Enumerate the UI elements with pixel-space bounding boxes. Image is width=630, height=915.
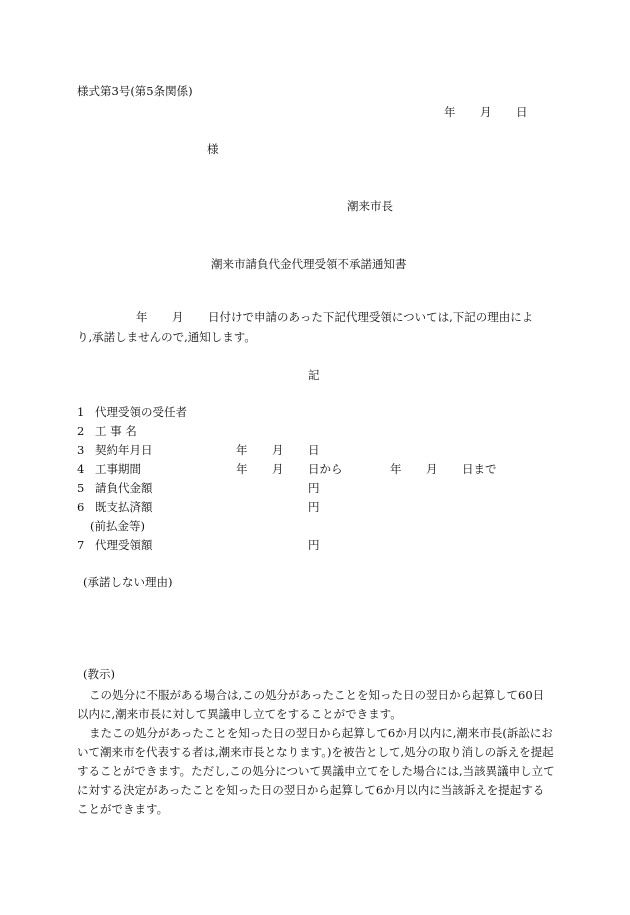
item-2-label: 工 事 名 <box>95 424 137 438</box>
item-7-label: 代理受領額 <box>95 538 153 552</box>
item-6-unit: 円 <box>308 500 320 514</box>
item-2-num: 2 <box>77 424 85 438</box>
notice-heading: (教示) <box>83 667 115 681</box>
item-4-month: 月 <box>272 462 284 476</box>
intro-text-line1: 日付けで申請のあった下記代理受領については,下記の理由によ <box>208 310 534 324</box>
item-1-num: 1 <box>77 405 85 419</box>
notice-paragraph-2: またこの処分があったことを知った日の翌日から起算して6か月以内に,潮来市長(訴訟において潮来市を代表する者は,潮来市長となります。)を被告として,処分の取り消しの訴えを提起することができます。ただし,この処分について異議申立てをした場合には,当該異議申し立てに対する決定があったことを知った日の翌日から起算して6か月以内に当該訴えを提起することができます。 <box>77 726 555 816</box>
document-title: 潮来市請負代金代理受領不承諾通知書 <box>211 257 407 271</box>
item-4-month2: 月 <box>426 462 438 476</box>
form-number: 様式第3号(第5条関係) <box>77 84 193 98</box>
item-4-year2: 年 <box>390 462 402 476</box>
item-3-year: 年 <box>236 443 248 457</box>
recipient-suffix: 様 <box>207 142 219 156</box>
intro-year: 年 <box>136 310 148 324</box>
item-6-num: 6 <box>77 500 85 514</box>
item-5-num: 5 <box>77 481 85 495</box>
item-3-day: 日 <box>308 443 320 457</box>
item-4-label: 工事期間 <box>95 462 141 476</box>
notice-paragraph-1: この処分に不服がある場合は,この処分があったことを知った日の翌日から起算して60日以内に,潮来市長に対して異議申し立てをすることができます。 <box>77 688 545 721</box>
date-day: 日 <box>516 105 528 119</box>
reason-heading: (承諾しない理由) <box>83 575 173 589</box>
item-5-unit: 円 <box>308 481 320 495</box>
item-7-unit: 円 <box>308 538 320 552</box>
item-6-sub: (前払金等) <box>90 519 145 533</box>
item-7-num: 7 <box>77 538 85 552</box>
item-4-year: 年 <box>236 462 248 476</box>
date-month: 月 <box>480 105 492 119</box>
item-4-from: 日から <box>308 462 343 476</box>
item-3-label: 契約年月日 <box>95 443 153 457</box>
item-1-label: 代理受領の受任者 <box>95 405 187 419</box>
item-4-num: 4 <box>77 462 85 476</box>
issuer: 潮来市長 <box>347 199 393 213</box>
item-3-month: 月 <box>272 443 284 457</box>
item-3-num: 3 <box>77 443 85 457</box>
item-5-label: 請負代金額 <box>95 481 153 495</box>
item-4-until: 日まで <box>462 462 497 476</box>
intro-month: 月 <box>172 310 184 324</box>
date-year: 年 <box>444 105 456 119</box>
item-6-label: 既支払済額 <box>95 500 153 514</box>
ki-heading: 記 <box>308 368 320 382</box>
intro-text-line2: り,承諾しませんので,通知します。 <box>77 330 256 344</box>
